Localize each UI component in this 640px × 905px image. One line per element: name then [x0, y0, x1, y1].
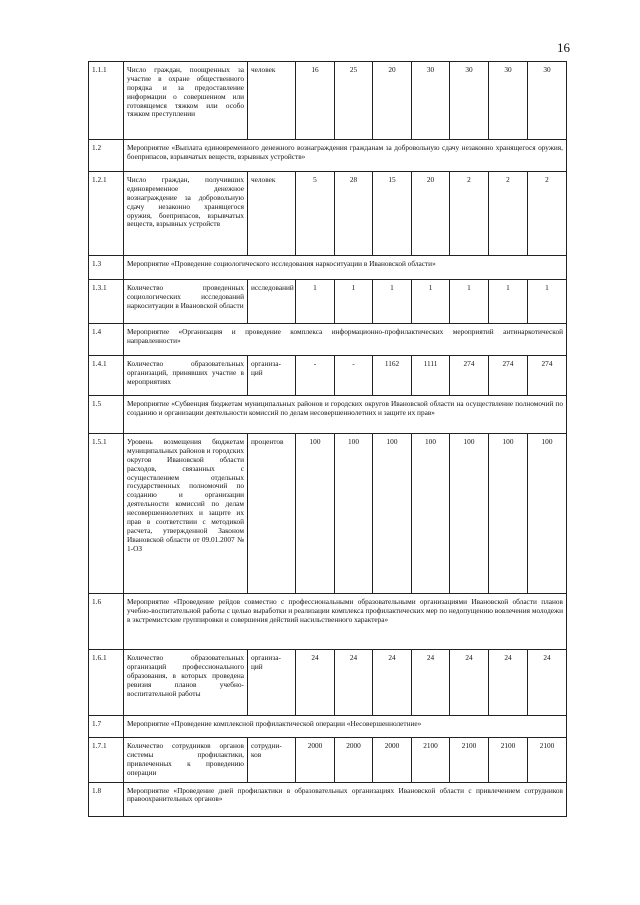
row-number: 1.7	[89, 716, 124, 738]
event-row	[89, 140, 567, 172]
indicator-value: 100	[335, 434, 373, 594]
indicator-value: 24	[528, 650, 567, 716]
indicator-value: 20	[412, 172, 450, 256]
indicator-value: 24	[450, 650, 489, 716]
indicator-value: 1	[335, 280, 373, 324]
indicator-value: 2000	[373, 738, 412, 783]
indicator-value: 2100	[489, 738, 528, 783]
indicator-value: 100	[373, 434, 412, 594]
event-row	[89, 594, 567, 650]
row-number: 1.3	[89, 256, 124, 280]
indicator-value: 1162	[373, 356, 412, 396]
page-number: 16	[557, 40, 570, 55]
indicator-value: 2100	[450, 738, 489, 783]
unit-of-measure: исследований	[248, 280, 296, 324]
event-row	[89, 716, 567, 738]
row-number: 1.7.1	[89, 738, 124, 783]
row-number: 1.5	[89, 396, 124, 434]
indicator-row	[89, 172, 567, 256]
event-row	[89, 396, 567, 434]
event-description: Мероприятие «Проведение социологического исследования наркоситуации в Ивановской области»	[124, 256, 567, 280]
indicator-value: 25	[335, 62, 373, 140]
indicator-row	[89, 650, 567, 716]
indicators-table	[88, 61, 567, 817]
row-number: 1.2	[89, 140, 124, 172]
indicator-value: 24	[335, 650, 373, 716]
indicator-value: 5	[296, 172, 335, 256]
indicator-value: 30	[450, 62, 489, 140]
indicator-value: 16	[296, 62, 335, 140]
row-number: 1.2.1	[89, 172, 124, 256]
row-number: 1.3.1	[89, 280, 124, 324]
indicator-value: 274	[489, 356, 528, 396]
event-description: Мероприятие «Проведение рейдов совместно с профессиональными образовательными организациями Ивановской области планов учебно-воспитательной работы с целью выработки и реализации комплекса профилактических мер по недопущению вовлечения молодежи в экстремистские группировки и совершения действий насильственного характера»	[124, 594, 567, 650]
indicator-value: 1	[489, 280, 528, 324]
indicator-value: 20	[373, 62, 412, 140]
indicator-value: -	[296, 356, 335, 396]
indicator-value: -	[335, 356, 373, 396]
indicator-value: 100	[528, 434, 567, 594]
indicator-name: Количество образовательных организаций профессионального образования, в которых проведена ревизия планов учебно-воспитательной работы	[124, 650, 248, 716]
indicator-value: 24	[296, 650, 335, 716]
indicator-value: 1	[528, 280, 567, 324]
indicator-name: Уровень возмещения бюджетам муниципальных районов и городских округов Ивановской области расходов, связанных с осуществлением отдельных государственных полномочий по созданию и организации деятельности комиссий по делам несовершеннолетних и защите их прав в соответствии с методикой расчета, утвержденной Законом Ивановской области от 09.01.2007 № 1-ОЗ	[124, 434, 248, 594]
indicator-name: Количество образовательных организаций, принявших участие в мероприятиях	[124, 356, 248, 396]
indicator-value: 1	[296, 280, 335, 324]
event-description: Мероприятие «Проведение дней профилактики в образовательных организациях Ивановской области с привлечением сотрудников правоохранительных органов»	[124, 782, 567, 816]
indicator-value: 100	[412, 434, 450, 594]
indicator-row	[89, 280, 567, 324]
indicator-value: 28	[335, 172, 373, 256]
indicator-value: 15	[373, 172, 412, 256]
indicator-value: 2000	[335, 738, 373, 783]
indicator-value: 1	[450, 280, 489, 324]
indicator-value: 1111	[412, 356, 450, 396]
indicator-value: 100	[489, 434, 528, 594]
indicator-name: Число граждан, поощренных за участие в охране общественного порядка и за предоставление информации о совершенном или готовящемся тяжком или особо тяжком преступлении	[124, 62, 248, 140]
indicator-name: Количество сотрудников органов системы профилактики, привлеченных к проведению операции	[124, 738, 248, 783]
indicator-name: Число граждан, получивших единовременное денежное вознаграждение за добровольную сдачу незаконно хранящегося оружия, боеприпасов, взрывчатых веществ, взрывных устройств	[124, 172, 248, 256]
indicator-value: 24	[489, 650, 528, 716]
indicator-value: 30	[528, 62, 567, 140]
indicator-value: 2100	[528, 738, 567, 783]
indicator-value: 1	[373, 280, 412, 324]
event-row	[89, 324, 567, 356]
row-number: 1.4.1	[89, 356, 124, 396]
row-number: 1.6.1	[89, 650, 124, 716]
indicator-value: 1	[412, 280, 450, 324]
indicator-value: 100	[450, 434, 489, 594]
indicator-value: 24	[412, 650, 450, 716]
indicator-value: 274	[528, 356, 567, 396]
event-description: Мероприятие «Субвенция бюджетам муниципальных районов и городских округов Ивановской области на осуществление полномочий по созданию и организации деятельности комиссий по делам несовершеннолетних и защите их прав»	[124, 396, 567, 434]
event-description: Мероприятие «Выплата единовременного денежного вознаграждения гражданам за добровольную сдачу незаконно хранящегося оружия, боеприпасов, взрывчатых веществ, взрывных устройств»	[124, 140, 567, 172]
unit-of-measure: человек	[248, 62, 296, 140]
indicator-value: 24	[373, 650, 412, 716]
indicator-value: 2	[528, 172, 567, 256]
unit-of-measure: организа-ций	[248, 356, 296, 396]
unit-of-measure: человек	[248, 172, 296, 256]
row-number: 1.4	[89, 324, 124, 356]
table-body	[89, 62, 567, 817]
indicator-row	[89, 434, 567, 594]
indicator-value: 30	[489, 62, 528, 140]
indicator-value: 2000	[296, 738, 335, 783]
indicator-value: 30	[412, 62, 450, 140]
unit-of-measure: сотрудни-ков	[248, 738, 296, 783]
indicator-row	[89, 738, 567, 783]
indicator-row	[89, 62, 567, 140]
row-number: 1.8	[89, 782, 124, 816]
row-number: 1.5.1	[89, 434, 124, 594]
indicator-name: Количество проведенных социологических исследований наркоситуации в Ивановской области	[124, 280, 248, 324]
indicator-value: 274	[450, 356, 489, 396]
event-row	[89, 256, 567, 280]
row-number: 1.6	[89, 594, 124, 650]
indicator-row	[89, 356, 567, 396]
indicator-value: 2100	[412, 738, 450, 783]
event-description: Мероприятие «Организация и проведение комплекса информационно-профилактических мероприятий антинаркотической направленности»	[124, 324, 567, 356]
unit-of-measure: процентов	[248, 434, 296, 594]
event-description: Мероприятие «Проведение комплексной профилактической операции «Несовершеннолетние»	[124, 716, 567, 738]
unit-of-measure: организа-ций	[248, 650, 296, 716]
indicator-value: 100	[296, 434, 335, 594]
indicator-value: 2	[450, 172, 489, 256]
indicator-value: 2	[489, 172, 528, 256]
event-row	[89, 782, 567, 816]
row-number: 1.1.1	[89, 62, 124, 140]
